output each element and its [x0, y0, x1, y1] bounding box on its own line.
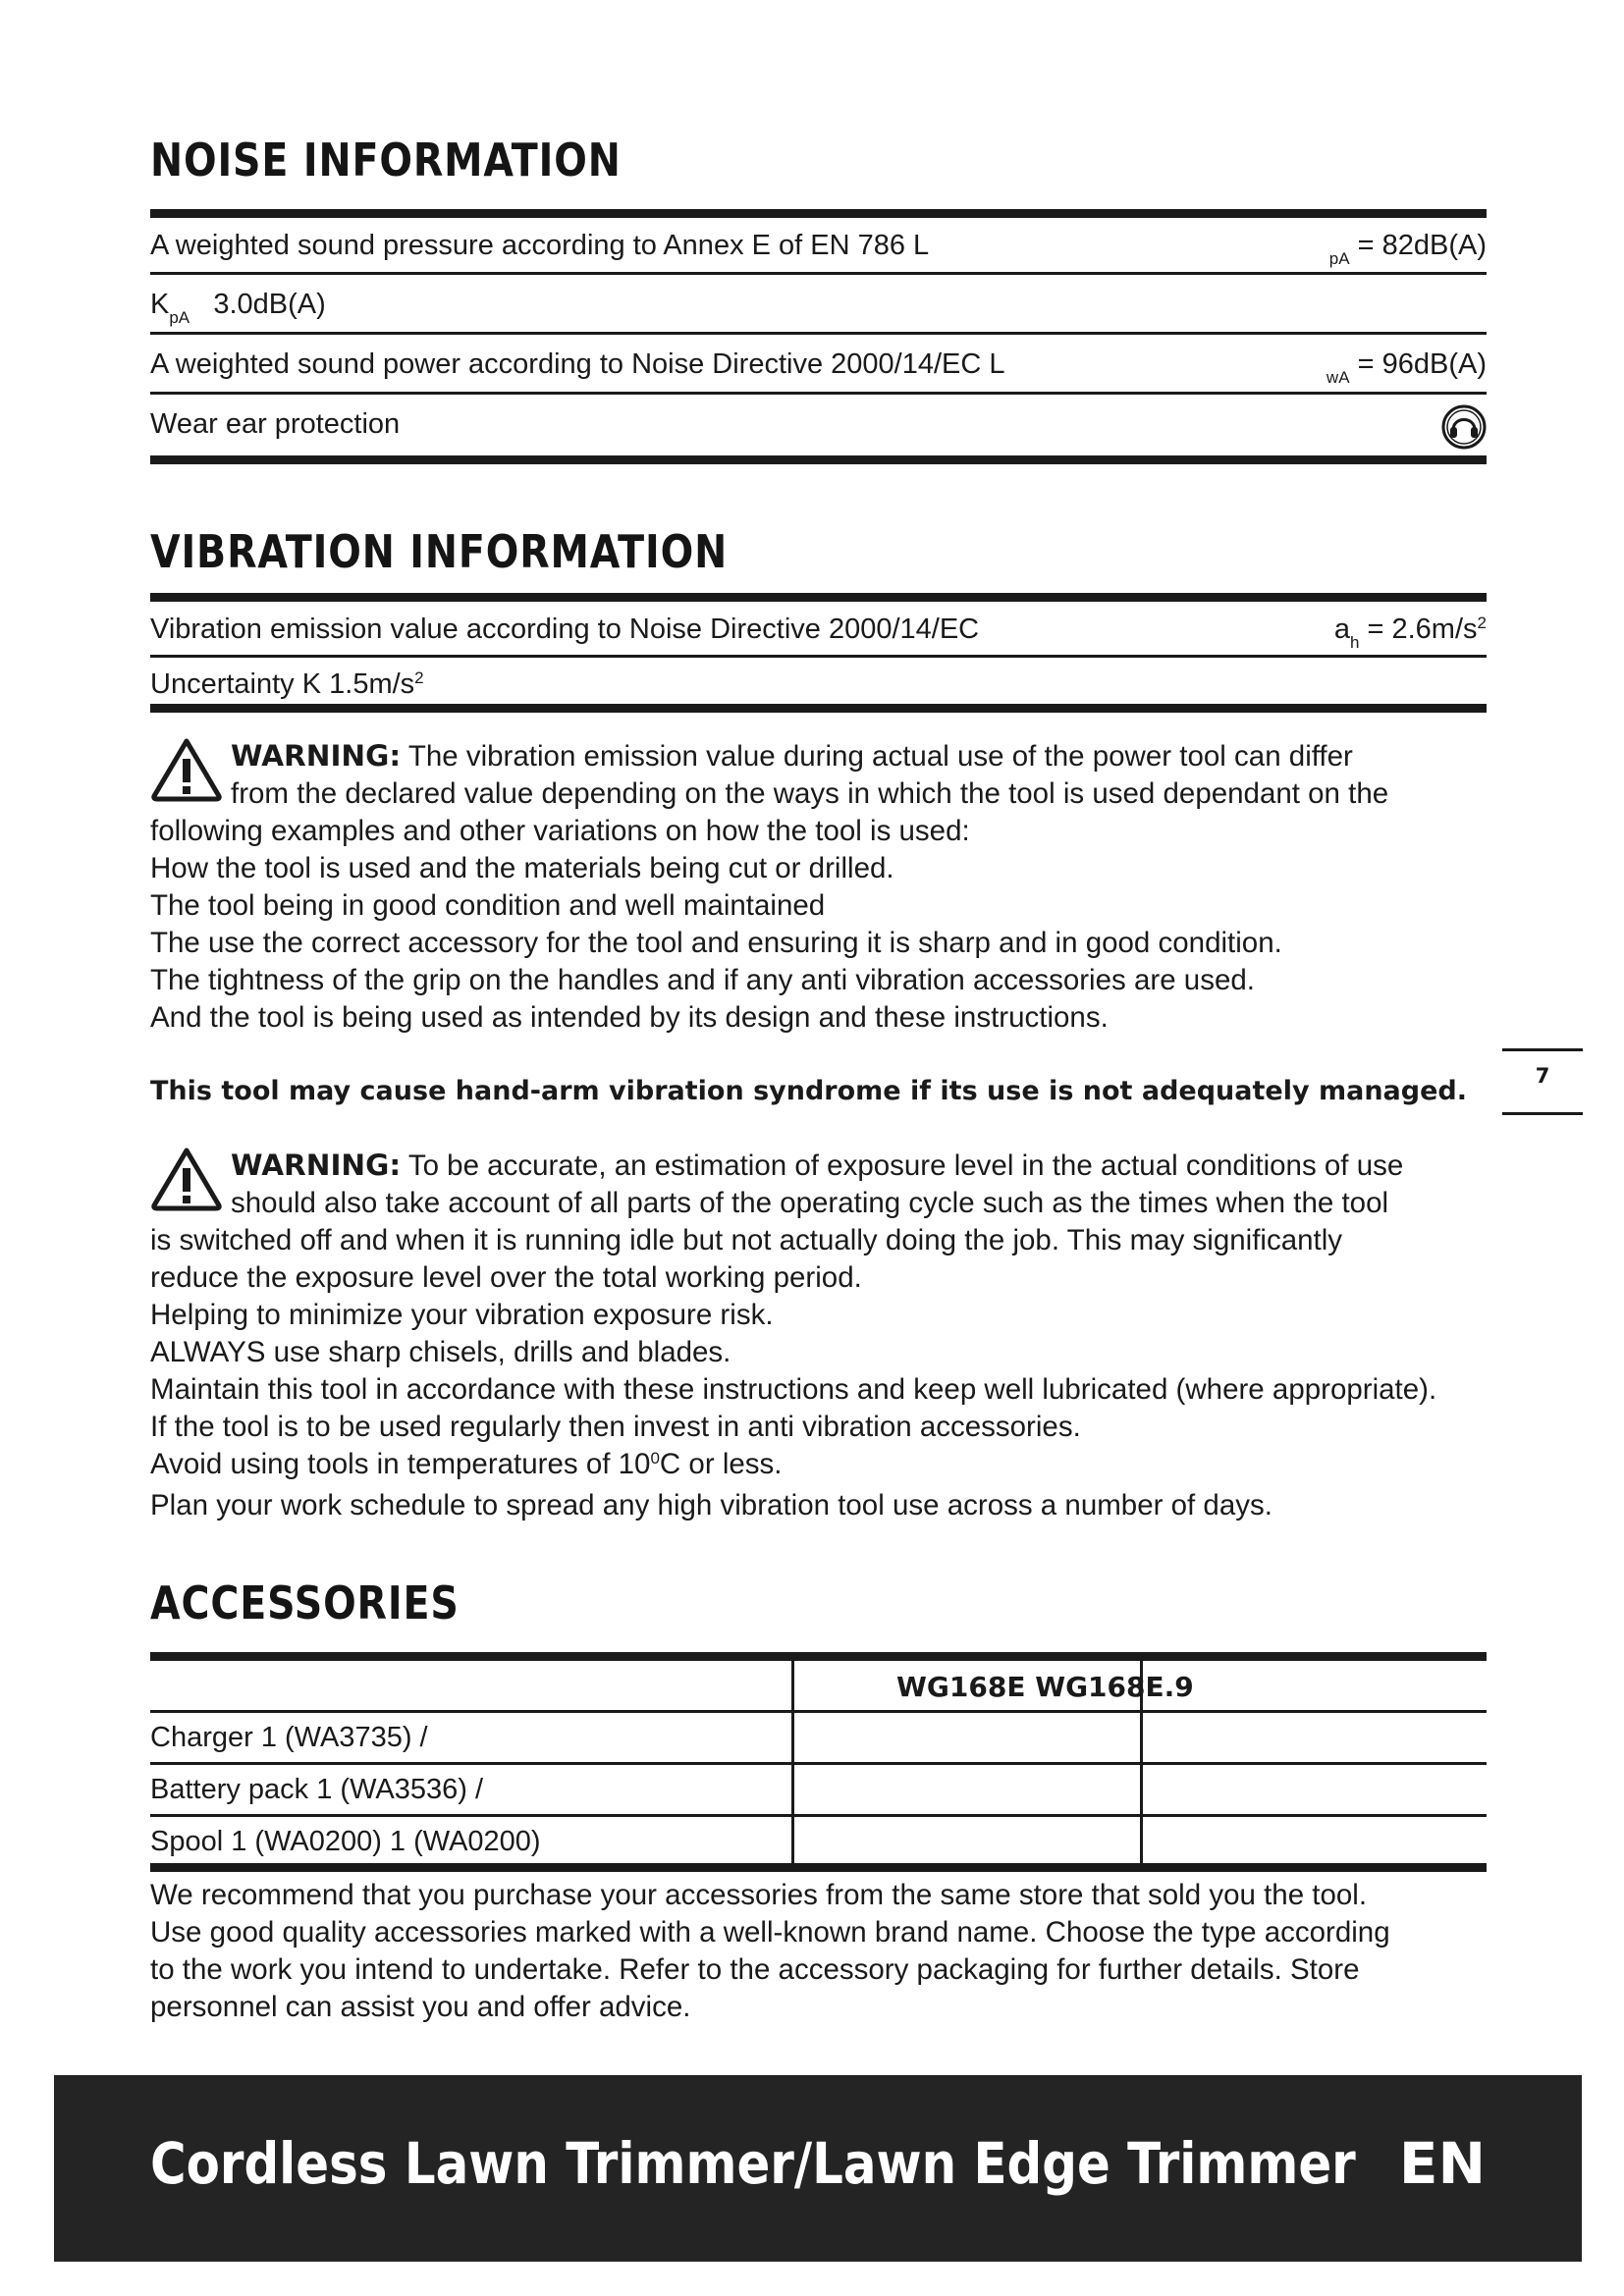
- noise-power-value: $_{wA}$ = 96dB(A): [1326, 348, 1487, 387]
- noise-pressure-label: A weighted sound pressure according to Annex E of EN 786 L: [150, 230, 930, 261]
- ear-protection-icon: [1441, 404, 1487, 450]
- page-number: 7: [1502, 1048, 1583, 1115]
- noise-pressure-value: $_{pA}$ = 82dB(A): [1328, 230, 1487, 268]
- warning-line: WARNING: The vibration emission value during actual use of the power tool can differ: [231, 739, 1353, 773]
- noise-power-label: A weighted sound power according to Noise Directive 2000/14/EC L: [150, 348, 1005, 380]
- warning-line: Maintain this tool in accordance with these instructions and keep well lubricated (where appropriate).: [150, 1373, 1437, 1406]
- warning-line: following examples and other variations on how the tool is used:: [150, 815, 970, 847]
- table-row: [150, 1816, 1487, 1868]
- warning-line: How the tool is used and the materials being cut or drilled.: [150, 852, 894, 884]
- divider: [150, 704, 1487, 713]
- warning-label: WARNING:: [231, 739, 402, 773]
- divider: [150, 272, 1487, 275]
- accessories-table: [150, 1661, 1487, 1869]
- table-row: [150, 1712, 1487, 1764]
- warning-line: And the tool is being used as intended by its design and these instructions.: [150, 1001, 1109, 1034]
- noise-heading: NOISE INFORMATION: [150, 133, 622, 187]
- divider: [150, 209, 1487, 218]
- warning-line: reduce the exposure level over the total working period.: [150, 1261, 862, 1294]
- warning-line: If the tool is to be used regularly then invest in anti vibration accessories.: [150, 1411, 1081, 1443]
- product-title: Cordless Lawn Trimmer/Lawn Edge Trimmer: [150, 2130, 1356, 2197]
- divider: [150, 1652, 1487, 1661]
- vibration-uncertainty-label: Uncertainty K $1.5m/s^2$: [150, 668, 424, 700]
- warning-line: WARNING: To be accurate, an estimation of exposure level in the actual conditions of use: [231, 1148, 1404, 1182]
- warning-line: The tightness of the grip on the handles and if any anti vibration accessories are used.: [150, 964, 1255, 996]
- warning-line: is switched off and when it is running idle but not actually doing the job. This may significantly: [150, 1224, 1343, 1256]
- warning-line: Helping to minimize your vibration exposure risk.: [150, 1299, 774, 1331]
- divider: [150, 332, 1487, 335]
- vibration-heading: VIBRATION INFORMATION: [150, 525, 729, 578]
- accessories-paragraph: We recommend that you purchase your accessories from the same store that sold you the tool. Use good quality accessories marked with a well-known brand name. Choose the type according to the work you intend to undertake. Refer to the accessory packaging for further details. Store personnel can assist you and offer advice.: [150, 1879, 1390, 2023]
- hand-arm-notice: This tool may cause hand-arm vibration syndrome if its use is not adequately managed.: [150, 1076, 1467, 1106]
- vibration-emission-value: $a_h = 2.6m/s^2$: [1333, 614, 1487, 652]
- divider: [150, 1863, 1487, 1872]
- noise-uncertainty-label: $K_{pA}$ 3.0dB(A): [150, 289, 326, 327]
- warning-line: ALWAYS use sharp chisels, drills and blades.: [150, 1336, 731, 1368]
- warning-line: Avoid using tools in temperatures of $10^0C$ or less.: [150, 1448, 783, 1480]
- models-header: WG168E WG168E.9: [793, 1661, 1142, 1712]
- warning-label: WARNING:: [231, 1148, 402, 1182]
- warning-triangle-icon: [150, 1147, 223, 1211]
- noise-pressure-row: [150, 218, 1487, 273]
- warning-line: The tool being in good condition and well maintained: [150, 889, 826, 922]
- warning-triangle-icon: [150, 737, 223, 802]
- footer-banner: [54, 2075, 1582, 2262]
- vibration-emission-label: Vibration emission value according to Noise Directive 2000/14/EC: [150, 614, 980, 645]
- table-header-row: [150, 1661, 1487, 1712]
- warning-line: should also take account of all parts of the operating cycle such as the times when the tool: [231, 1187, 1389, 1219]
- warning-line: Plan your work schedule to spread any high vibration tool use across a number of days.: [150, 1489, 1272, 1522]
- language-code: EN: [1398, 2130, 1486, 2197]
- divider: [150, 392, 1487, 395]
- vibration-emission-row: [150, 602, 1487, 657]
- exposure-warning: [150, 1147, 1495, 1524]
- vibration-warning: [150, 737, 1495, 1037]
- accessories-heading: ACCESSORIES: [150, 1576, 460, 1629]
- accessory-name: Battery pack 1 (WA3536) /: [150, 1764, 793, 1816]
- accessory-name: Spool 1 (WA0200) 1 (WA0200): [150, 1816, 793, 1868]
- divider: [150, 593, 1487, 602]
- divider: [150, 455, 1487, 464]
- ear-protection-row: [150, 397, 1487, 452]
- warning-line: The use the correct accessory for the tool and ensuring it is sharp and in good condition.: [150, 927, 1282, 959]
- noise-uncertainty-row: [150, 277, 1487, 332]
- accessory-name: Charger 1 (WA3735) /: [150, 1712, 793, 1764]
- warning-line: from the declared value depending on the ways in which the tool is used dependant on the: [231, 777, 1389, 810]
- ear-protection-label: Wear ear protection: [150, 408, 401, 440]
- table-row: [150, 1764, 1487, 1816]
- noise-power-row: [150, 337, 1487, 392]
